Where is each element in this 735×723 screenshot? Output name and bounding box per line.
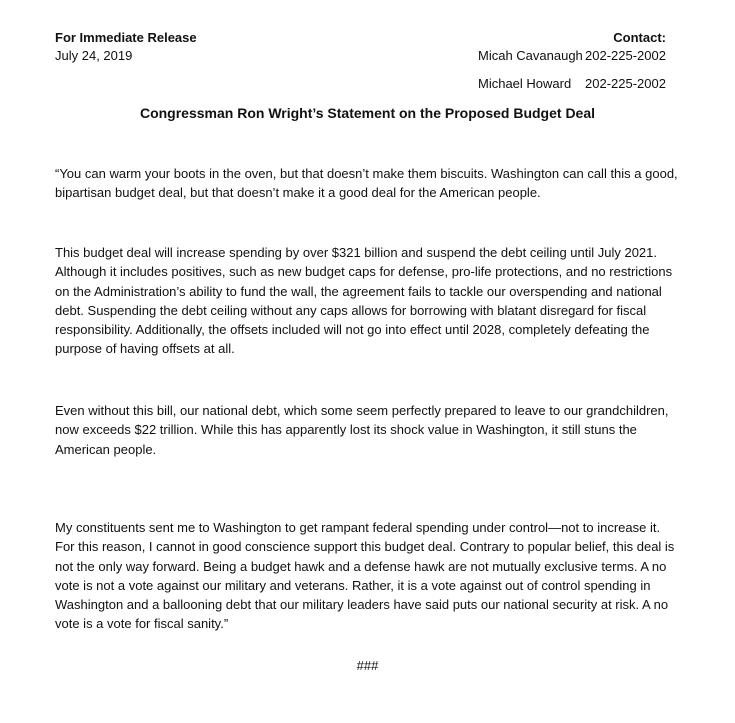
end-marker: ### — [356, 658, 379, 673]
contact-phone: 202-225-2002 — [585, 76, 666, 91]
statement-title: Congressman Ron Wright’s Statement on the Proposed Budget Deal — [139, 105, 596, 121]
contact-label: Contact: — [613, 30, 666, 45]
contact-name: Michael Howard — [478, 76, 572, 91]
contact-name: Micah Cavanaugh — [478, 48, 583, 63]
statement-paragraph-1: “You can warm your boots in the oven, but that doesn’t make them biscuits. Washington can call this a good, bipartisan budget deal, but that doesn’t make it a good deal for the American people. — [55, 166, 678, 201]
statement-paragraph-2: This budget deal will increase spending by over $321 billion and suspend the debt ceiling until July 2021. Although it includes positives, such as new budget caps for defense, pro-life protections, and no restrictions on the Administration’s ability to fund the wall, the agreement fails to tackle our overspending and national debt. Suspending the debt ceiling without any caps allows for borrowing with blatant disregard for fiscal responsibility. Additionally, the offsets included will not go into effect until 2028, completely defeating the purpose of having offsets at all. — [55, 245, 673, 357]
statement-paragraph-4: My constituents sent me to Washington to get rampant federal spending under control—not to increase it. For this reason, I cannot in good conscience support this budget deal. Contrary to popular belief, this deal is not the only way forward. Being a budget hawk and a defense hawk are not mutually exclusive terms. A no vote is not a vote against our military and veterans. Rather, it is a vote against out of control spending in Washington and a ballooning debt that our military leaders have said puts our national security at risk. A no vote is a vote for fiscal sanity.” — [55, 520, 675, 632]
release-label: For Immediate Release — [55, 30, 197, 45]
statement-paragraph-3: Even without this bill, our national debt, which some seem perfectly prepared to leave to our grandchildren, now exceeds $22 trillion. While this has apparently lost its shock value in Washington, it still stuns the American people. — [55, 403, 669, 457]
release-date: July 24, 2019 — [55, 48, 133, 63]
contact-phone: 202-225-2002 — [585, 48, 666, 63]
